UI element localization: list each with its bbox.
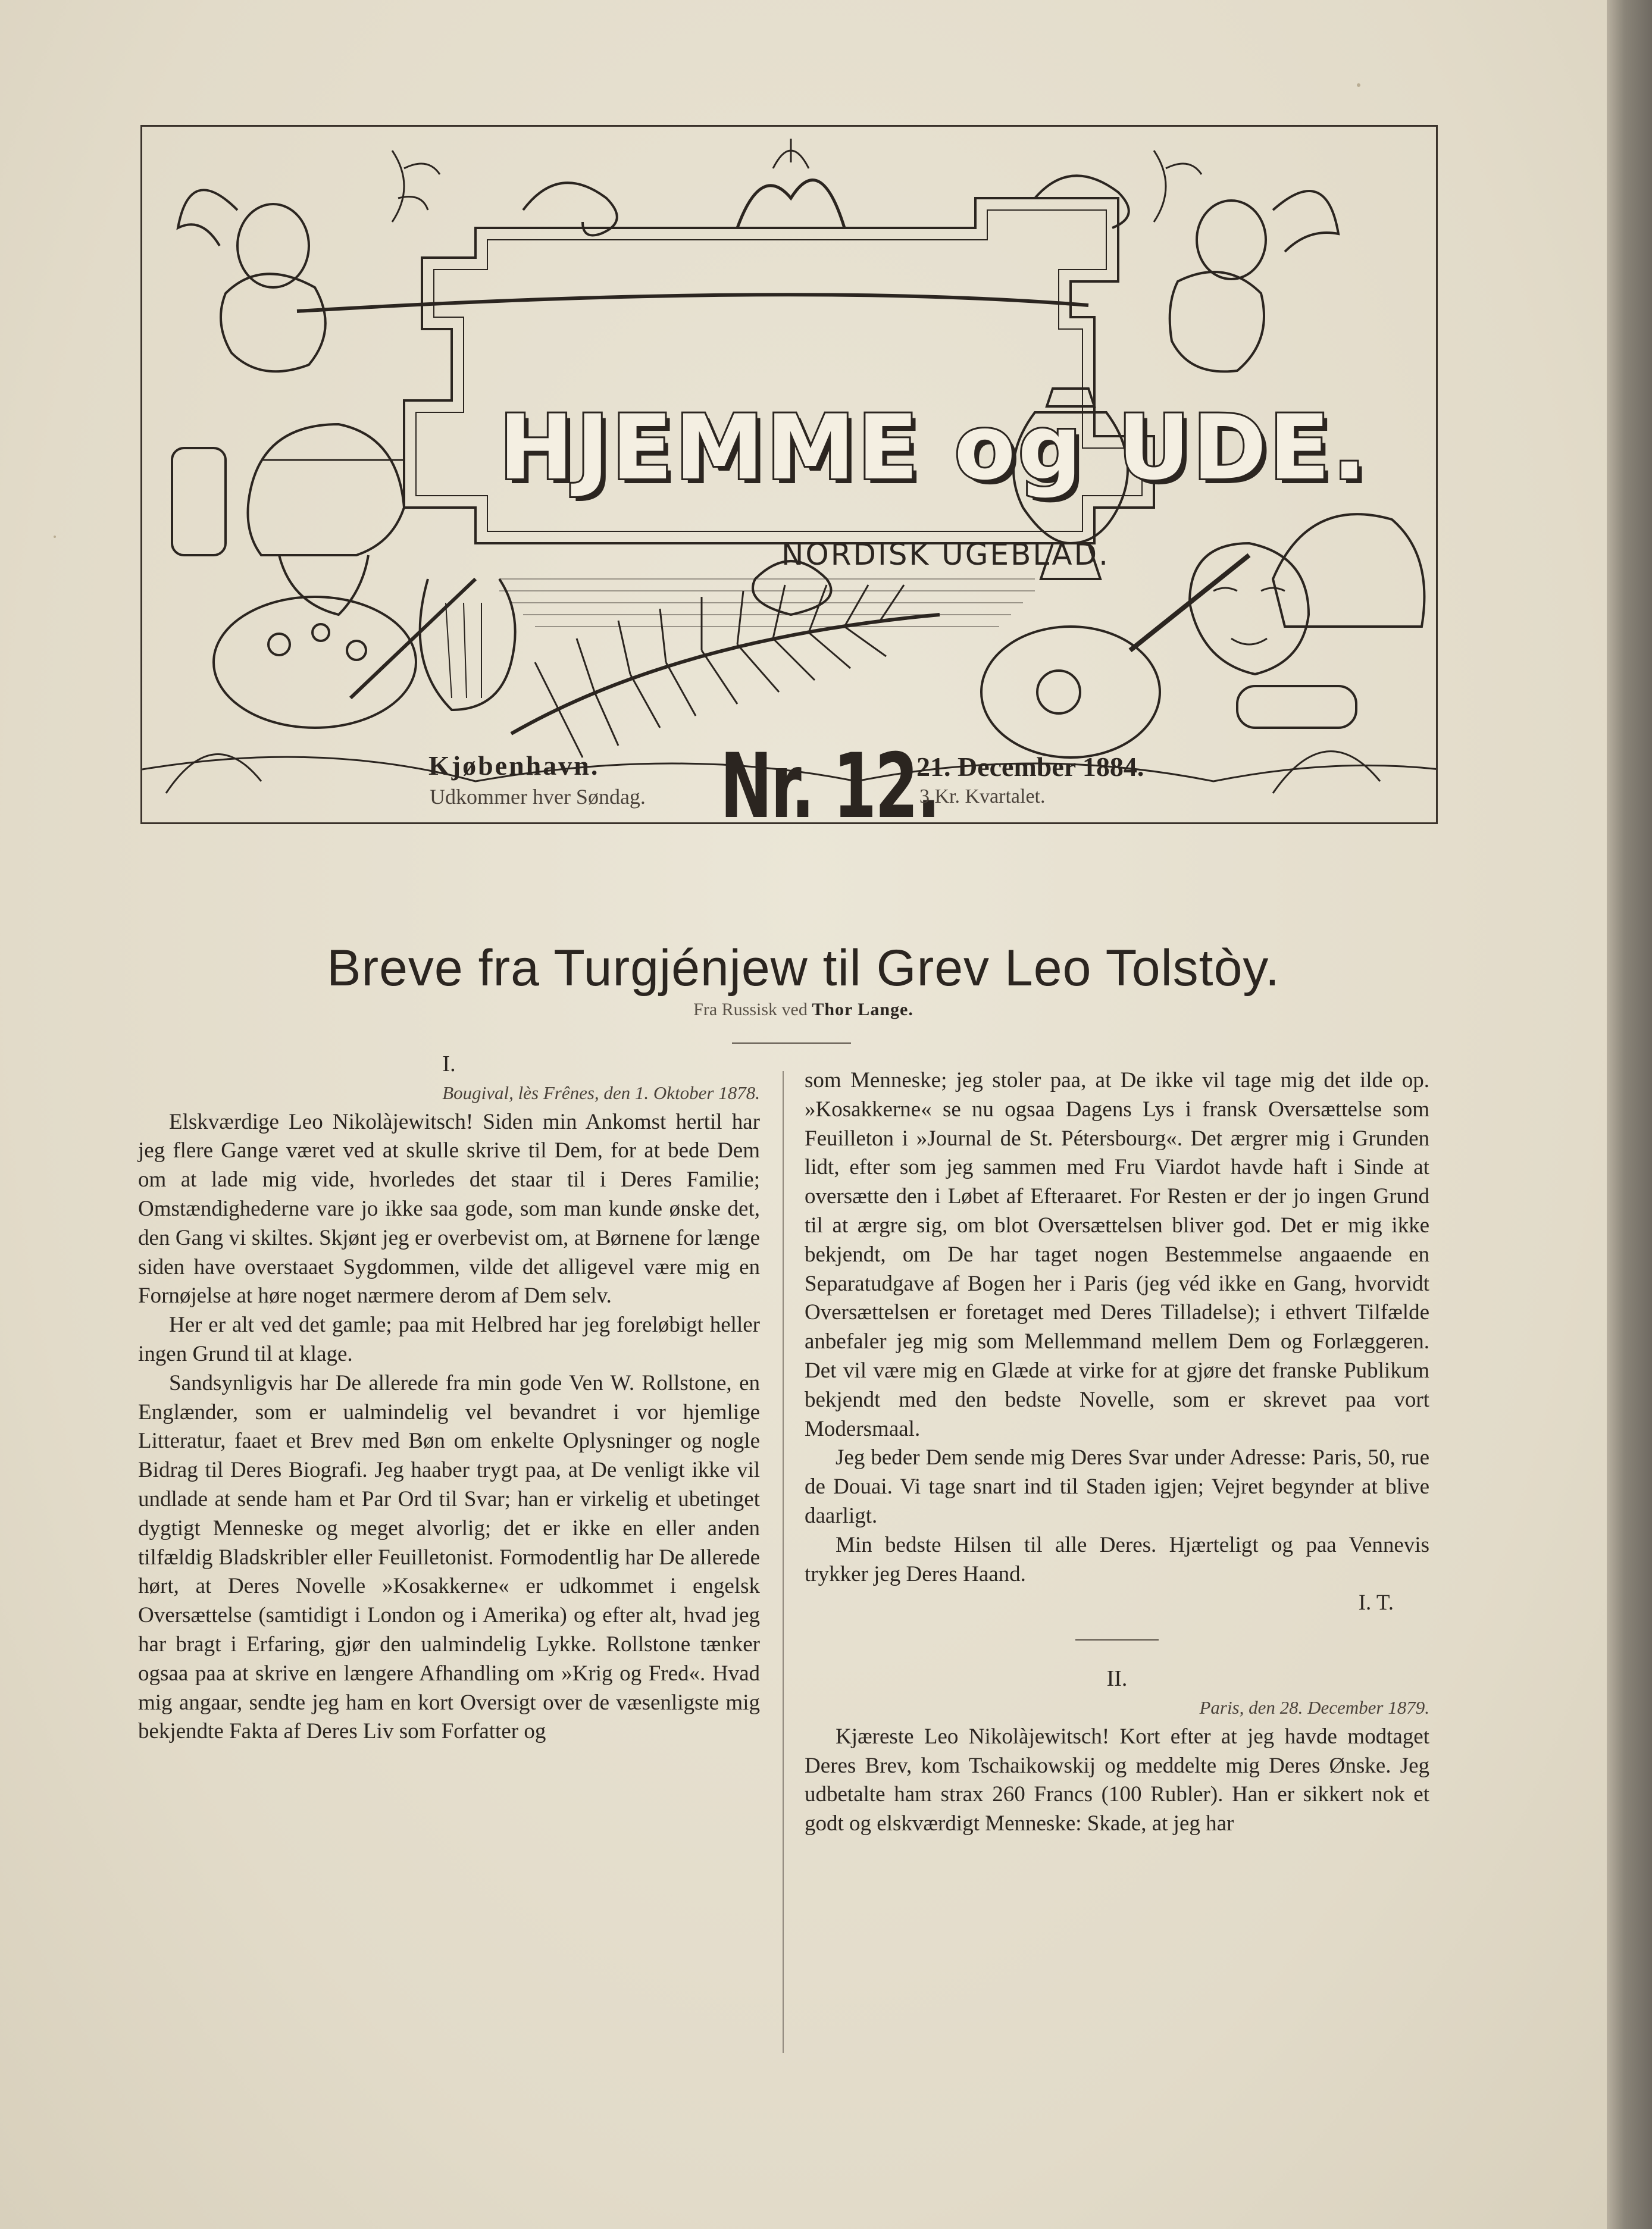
paragraph: Kjæreste Leo Nikolàjewitsch! Kort efter at jeg havde modtaget Deres Brev, kom Tschaikowskij og meddelte mig Deres Ønske. Jeg udbetalte ham strax 260 Francs (100 Rubler). Han er sikkert nok et godt og elskværdigt Menneske: Skade, at jeg har (805, 1724, 1429, 1836)
page-gutter-edge (1607, 0, 1652, 2229)
letter-1-dateline: Bougival, lès Frênes, den 1. Oktober 1878. (442, 1082, 760, 1103)
publication-frequency: Udkommer hver Søndag. (430, 785, 646, 809)
letter-2-dateline: Paris, den 28. December 1879. (1199, 1696, 1429, 1718)
publication-date: 21. December 1884. (916, 752, 1144, 782)
letter-1-signature: I. T. (1358, 1591, 1394, 1616)
masthead-illustration (140, 125, 1438, 824)
byline-prefix: Fra Russisk ved (693, 1000, 808, 1019)
letter-2-number: II. (1106, 1666, 1128, 1692)
issue-number: Nr. 12. (720, 735, 939, 838)
column-divider (783, 1071, 784, 2053)
byline-author: Thor Lange. (812, 1000, 913, 1019)
column-right (805, 1066, 1429, 1839)
masthead-subtitle: NORDISK UGEBLAD. (781, 537, 1110, 572)
paper-spot (1357, 83, 1360, 87)
paper-spot (54, 536, 56, 538)
masthead-title-box (499, 389, 1369, 508)
paragraph: Elskværdige Leo Nikolàjewitsch! Siden min Ankomst hertil har jeg flere Gange været ved at skulle skrive til Dem, for at bede Dem om at lade mig vide, hvorledes det staar til i Deres Familie; Omstændighederne vare jo ikke saa gode, som man kunde ønske det, den Gang vi skiltes. Skjønt jeg er overbevist om, at Børnene for længe siden have overstaaet Sygdommen, vilde det alligevel være mig en Fornøjelse at høre noget nærmere derom af Dem selv. (138, 1109, 760, 1308)
section-divider (1075, 1639, 1159, 1641)
paragraph: som Menneske; jeg stoler paa, at De ikke vil tage mig det ilde op. »Kosakkerne« se nu ogsaa Dagens Lys i fransk Oversættelse som Feuilleton i »Journal de St. Pétersbourg«. Det ærgrer mig i Grunden lidt, efter som jeg sammen med Fru Viardot havde haft i Sinde at oversætte den i Løbet af Efteraaret. For Resten er der jo ingen Grund til at ærgre sig, om blot Oversættelsen bliver god. Det er mig ikke bekjendt, om De har taget nogen Bestemmelse angaaende en Separatudgave af Bogen her i Paris (jeg véd ikke en Gang, hvorvidt Oversættelsen er foretaget med Deres Tilladelse); i ethvert Tilfælde anbefaler jeg mig som Mellemmand mellem Dem og Forlæggeren. Det vil være mig en Glæde at virke for at gjøre det franske Publikum bekjendt med den bedste Novelle, som er skrevet paa vort Modersmaal. (805, 1068, 1429, 1441)
masthead-title: HJEMME og UDE. (499, 396, 1369, 500)
column-left (138, 1050, 760, 1746)
letter-1-number: I. (442, 1051, 456, 1076)
subscription-price: 3 Kr. Kvartalet. (919, 785, 1046, 807)
paragraph: Her er alt ved det gamle; paa mit Helbred har jeg foreløbigt heller ingen Grund til at klage. (138, 1313, 760, 1366)
paragraph: Jeg beder Dem sende mig Deres Svar under Adresse: Paris, 50, rue de Douai. Vi tage snart ind til Staden igjen; Vejret begynder at blive daarligt. (805, 1445, 1429, 1528)
publication-city: Kjøbenhavn. (428, 750, 600, 781)
title-divider (732, 1043, 851, 1044)
byline (0, 1000, 1607, 1020)
article-title: Breve fra Turgjénjew til Grev Leo Tolstòy. (327, 940, 1280, 997)
paragraph: Min bedste Hilsen til alle Deres. Hjærteligt og paa Vennevis trykker jeg Deres Haand. (805, 1532, 1429, 1586)
paragraph: Sandsynligvis har De allerede fra min gode Ven W. Rollstone, en Englænder, som er ualmindelig vel bevandret i vor hjemlige Litteratur, faaet et Brev med Bøn om enkelte Oplysninger og nogle Bidrag til Deres Biografi. Jeg haaber trygt paa, at De venligt ikke vil undlade at sende ham et Par Ord til Svar; han er virkelig et ubetinget dygtigt Menneske og meget alvorlig; det er ikke en eller anden tilfældig Bladskribler eller Feuilletonist. Formodentlig har De allerede hørt, at Deres Novelle »Kosakkerne« er udkommet i engelsk Oversættelse (samtidigt i London og i Amerika) og efter alt, hvad jeg har bragt i Erfaring, gjør den ualmindelig Lykke. Rollstone tænker ogsaa paa at skrive en længere Afhandling om »Krig og Fred«. Hvad mig angaar, sendte jeg ham en kort Oversigt over de væsenligste mig bekjendte Fakta af Deres Liv som Forfatter og (138, 1370, 760, 1744)
